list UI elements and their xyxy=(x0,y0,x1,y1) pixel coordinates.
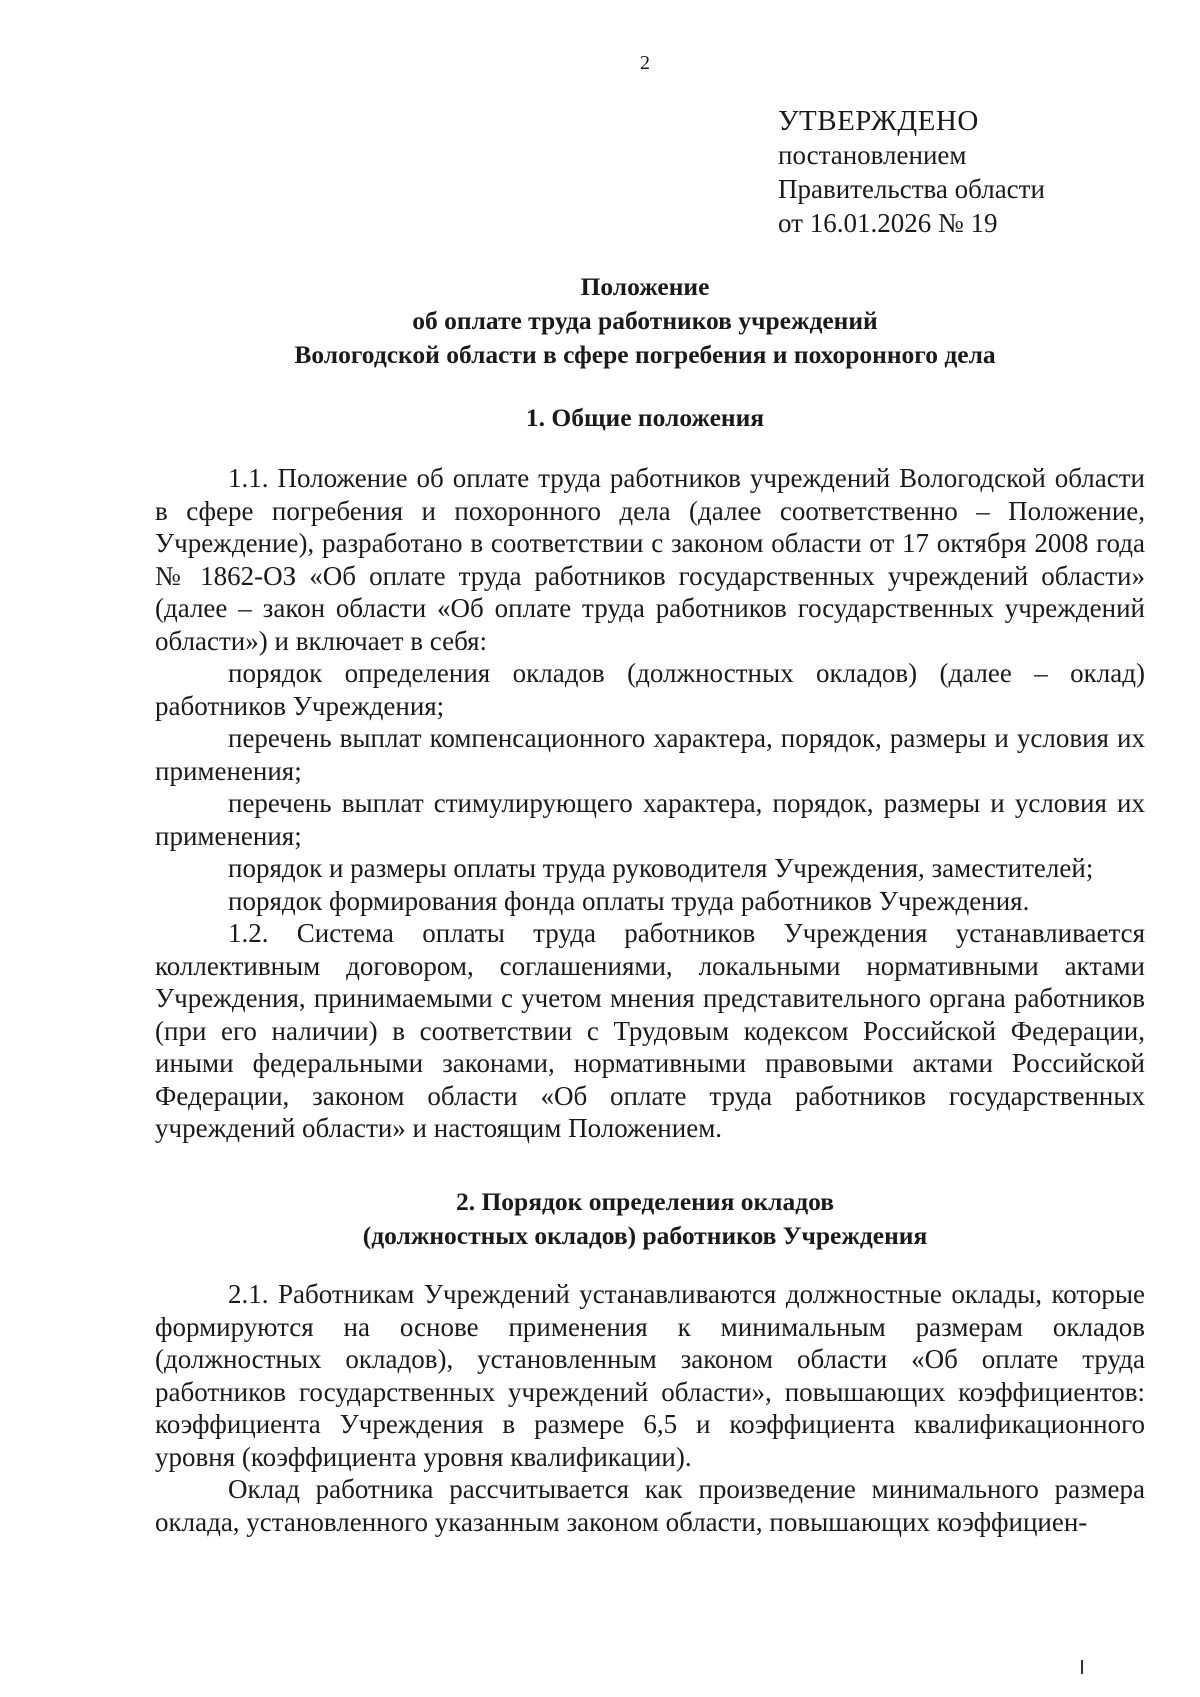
section-2-heading-line-2: (должностных окладов) работников Учреждения xyxy=(362,1221,928,1250)
paragraph-salary-calculation: Оклад работника рассчитывается как произведение минимального размера оклада, установленного указанным законом области, повышающих коэффициен- xyxy=(155,1474,1145,1537)
scan-edge-mark xyxy=(1081,1660,1083,1674)
document-title-line-2: об оплате труда работников учреждений xyxy=(412,306,878,335)
list-item-incentive-payments: перечень выплат стимулирующего характера, порядок, размеры и условия их применения; xyxy=(155,788,1145,851)
list-item-compensation-payments: перечень выплат компенсационного характера, порядок, размеры и условия их применения; xyxy=(155,723,1145,786)
document-title-line-1: Положение xyxy=(580,272,710,301)
section-1-body xyxy=(155,462,1145,1145)
section-2-heading-line-1: 2. Порядок определения окладов xyxy=(455,1187,835,1216)
approval-title: УТВЕРЖДЕНО xyxy=(778,105,979,137)
approval-line-1: постановлением xyxy=(778,140,967,170)
document-title xyxy=(150,270,1140,372)
page-number: 2 xyxy=(640,52,650,74)
list-item-order-salaries: порядок определения окладов (должностных окладов) (далее – оклад) работников Учреждения; xyxy=(155,658,1145,721)
section-2-heading xyxy=(150,1185,1140,1253)
list-item-management-pay: порядок и размеры оплаты труда руководителя Учреждения, заместителей; xyxy=(228,853,1094,883)
section-1-heading: 1. Общие положения xyxy=(525,403,765,432)
approval-line-2: Правительства области xyxy=(778,174,1045,204)
section-2-body xyxy=(155,1278,1145,1538)
paragraph-2-1: 2.1. Работникам Учреждений устанавливаются должностные оклады, которые формируются на основе применения к минимальным размерам окладов (должностных окладов), установленным законом области «Об оплате труда работников государственных учреждений области», повышающих коэффициентов: коэффициента Учреждения в размере 6,5 и коэффициента квалификационного уровня (коэффициента уровня квалификации). xyxy=(155,1279,1145,1472)
approval-stamp-block xyxy=(778,104,1045,240)
approval-line-3: от 16.01.2026 № 19 xyxy=(778,208,998,238)
document-title-line-3: Вологодской области в сфере погребения и похоронного дела xyxy=(294,340,996,369)
list-item-payroll-fund: порядок формирования фонда оплаты труда работников Учреждения. xyxy=(228,885,1030,916)
paragraph-1-2: 1.2. Система оплаты труда работников Учреждения устанавливается коллективным договором, соглашениями, локальными нормативными актами Учреждения, принимаемыми с учетом мнения представительного органа работников (при его наличии) в соответствии с Трудовым кодексом Российской Федерации, иными федеральными законами, нормативными правовыми актами Российской Федерации, законом области «Об оплате труда работников государственных учреждений области» и настоящим Положением. xyxy=(155,918,1145,1143)
paragraph-1-1: 1.1. Положение об оплате труда работников учреждений Вологодской области в сфере погребения и похоронного дела (далее соответственно – Положение, Учреждение), разработано в соответствии с законом области от 17 октября 2008 года № 1862-ОЗ «Об оплате труда работников государственных учреждений области» (далее – закон области «Об оплате труда работников государственных учреждений области») и включает в себя: xyxy=(155,463,1145,656)
